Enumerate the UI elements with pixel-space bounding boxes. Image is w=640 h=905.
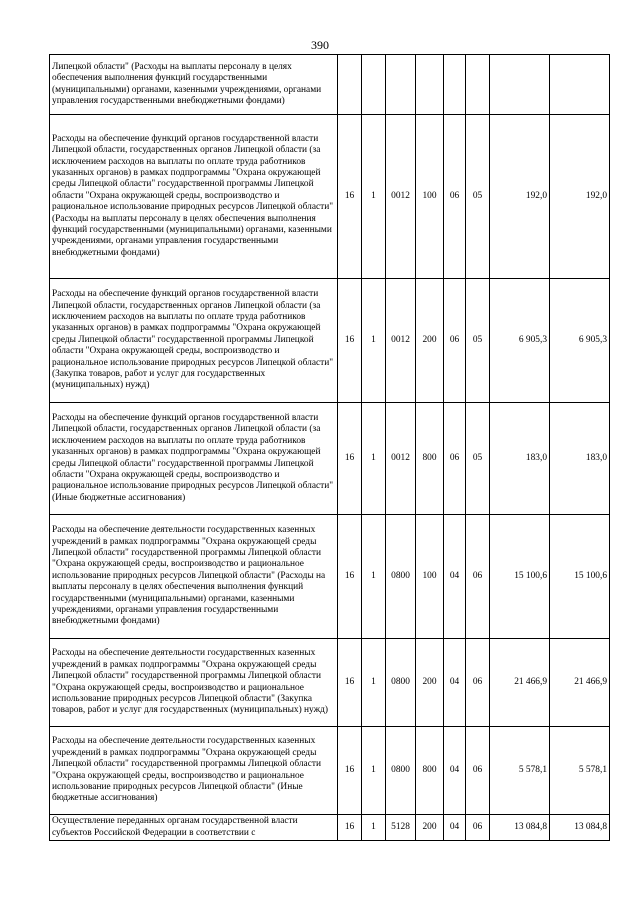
code-subsection: 06 [466, 639, 490, 727]
code-section: 06 [444, 115, 466, 279]
row-description: Расходы на обеспечение деятельности государственных казенных учреждений в рамках подпрограммы "Охрана окружающей среды Липецкой области" государственной программы Липецкой области "Охрана окружающей среды, воспроизводство и рациональное использование природных ресурсов Липецкой области" (Расходы на выплаты персоналу в целях обеспечения выполнения функций государственными (муниципальными) органами, казенными учреждениями, органами управления государственными внебюджетными фондами) [50, 515, 338, 639]
amount-2: 15 100,6 [550, 515, 610, 639]
row-description: Расходы на обеспечение деятельности государственных казенных учреждений в рамках подпрограммы "Охрана окружающей среды Липецкой области" государственной программы Липецкой области "Охрана окружающей среды, воспроизводство и рациональное использование природных ресурсов Липецкой области" (Иные бюджетные ассигнования) [50, 727, 338, 815]
page-number: 390 [311, 38, 329, 52]
code-subprogram: 1 [362, 727, 386, 815]
table-row [50, 279, 610, 403]
code-subprogram: 1 [362, 403, 386, 515]
table-row [50, 115, 610, 279]
code-subsection: 05 [466, 115, 490, 279]
code-direction: 5128 [386, 815, 416, 841]
code-subsection: 06 [466, 515, 490, 639]
code-subprogram: 1 [362, 279, 386, 403]
amount-1: 21 466,9 [490, 639, 550, 727]
amount-2: 13 084,8 [550, 815, 610, 841]
code-direction: 0800 [386, 515, 416, 639]
table-row [50, 515, 610, 639]
amount-1: 13 084,8 [490, 815, 550, 841]
code-subprogram [362, 55, 386, 115]
code-ministry: 16 [338, 639, 362, 727]
code-section [444, 55, 466, 115]
code-expense-type: 100 [416, 115, 444, 279]
row-description: Расходы на обеспечение функций органов государственной власти Липецкой области, государственных органов Липецкой области (за исключением расходов на выплаты по оплате труда работников указанных органов) в рамках подпрограммы "Охрана окружающей среды Липецкой области" государственной программы Липецкой области "Охрана окружающей среды, воспроизводство и рациональное использование природных ресурсов Липецкой области" (Иные бюджетные ассигнования) [50, 403, 338, 515]
amount-2: 5 578,1 [550, 727, 610, 815]
code-expense-type: 200 [416, 279, 444, 403]
code-section: 04 [444, 727, 466, 815]
code-ministry: 16 [338, 115, 362, 279]
code-direction: 0800 [386, 727, 416, 815]
code-expense-type: 200 [416, 639, 444, 727]
code-subprogram: 1 [362, 515, 386, 639]
code-ministry: 16 [338, 815, 362, 841]
code-ministry: 16 [338, 403, 362, 515]
code-ministry [338, 55, 362, 115]
code-ministry: 16 [338, 727, 362, 815]
table-row [50, 727, 610, 815]
code-expense-type: 200 [416, 815, 444, 841]
code-section: 04 [444, 515, 466, 639]
amount-1 [490, 55, 550, 115]
code-ministry: 16 [338, 515, 362, 639]
code-subsection [466, 55, 490, 115]
code-section: 04 [444, 815, 466, 841]
amount-1: 15 100,6 [490, 515, 550, 639]
table-row [50, 403, 610, 515]
table-row [50, 639, 610, 727]
code-section: 04 [444, 639, 466, 727]
amount-1: 192,0 [490, 115, 550, 279]
amount-2: 21 466,9 [550, 639, 610, 727]
code-expense-type [416, 55, 444, 115]
code-section: 06 [444, 403, 466, 515]
row-description: Осуществление переданных органам государственной власти субъектов Российской Федерации в соответствии с [50, 815, 338, 841]
code-direction [386, 55, 416, 115]
table-row [50, 815, 610, 841]
amount-2: 183,0 [550, 403, 610, 515]
amount-1: 183,0 [490, 403, 550, 515]
code-subsection: 05 [466, 279, 490, 403]
code-expense-type: 800 [416, 727, 444, 815]
row-description: Расходы на обеспечение деятельности государственных казенных учреждений в рамках подпрограммы "Охрана окружающей среды Липецкой области" государственной программы Липецкой области "Охрана окружающей среды, воспроизводство и рациональное использование природных ресурсов Липецкой области" (Закупка товаров, работ и услуг для государственных (муниципальных) нужд) [50, 639, 338, 727]
code-direction: 0012 [386, 115, 416, 279]
code-subsection: 06 [466, 727, 490, 815]
code-ministry: 16 [338, 279, 362, 403]
code-subprogram: 1 [362, 639, 386, 727]
code-subprogram: 1 [362, 815, 386, 841]
amount-2: 192,0 [550, 115, 610, 279]
amount-1: 6 905,3 [490, 279, 550, 403]
code-section: 06 [444, 279, 466, 403]
amount-2: 6 905,3 [550, 279, 610, 403]
code-expense-type: 100 [416, 515, 444, 639]
row-description: Расходы на обеспечение функций органов государственной власти Липецкой области, государственных органов Липецкой области (за исключением расходов на выплаты по оплате труда работников указанных органов) в рамках подпрограммы "Охрана окружающей среды Липецкой области" государственной программы Липецкой области "Охрана окружающей среды, воспроизводство и рациональное использование природных ресурсов Липецкой области" (Расходы на выплаты персоналу в целях обеспечения выполнения функций государственными (муниципальными) органами, казенными учреждениями, органами управления государственными внебюджетными фондами) [50, 115, 338, 279]
table-row [50, 55, 610, 115]
code-expense-type: 800 [416, 403, 444, 515]
code-direction: 0800 [386, 639, 416, 727]
amount-1: 5 578,1 [490, 727, 550, 815]
code-direction: 0012 [386, 403, 416, 515]
budget-table [49, 54, 610, 841]
amount-2 [550, 55, 610, 115]
row-description: Липецкой области" (Расходы на выплаты персоналу в целях обеспечения выполнения функций государственными (муниципальными) органами, казенными учреждениями, органами управления государственными внебюджетными фондами) [50, 55, 338, 115]
code-subsection: 06 [466, 815, 490, 841]
row-description: Расходы на обеспечение функций органов государственной власти Липецкой области, государственных органов Липецкой области (за исключением расходов на выплаты по оплате труда работников указанных органов) в рамках подпрограммы "Охрана окружающей среды Липецкой области" государственной программы Липецкой области "Охрана окружающей среды, воспроизводство и рациональное использование природных ресурсов Липецкой области" (Закупка товаров, работ и услуг для государственных (муниципальных) нужд) [50, 279, 338, 403]
code-direction: 0012 [386, 279, 416, 403]
code-subsection: 05 [466, 403, 490, 515]
code-subprogram: 1 [362, 115, 386, 279]
